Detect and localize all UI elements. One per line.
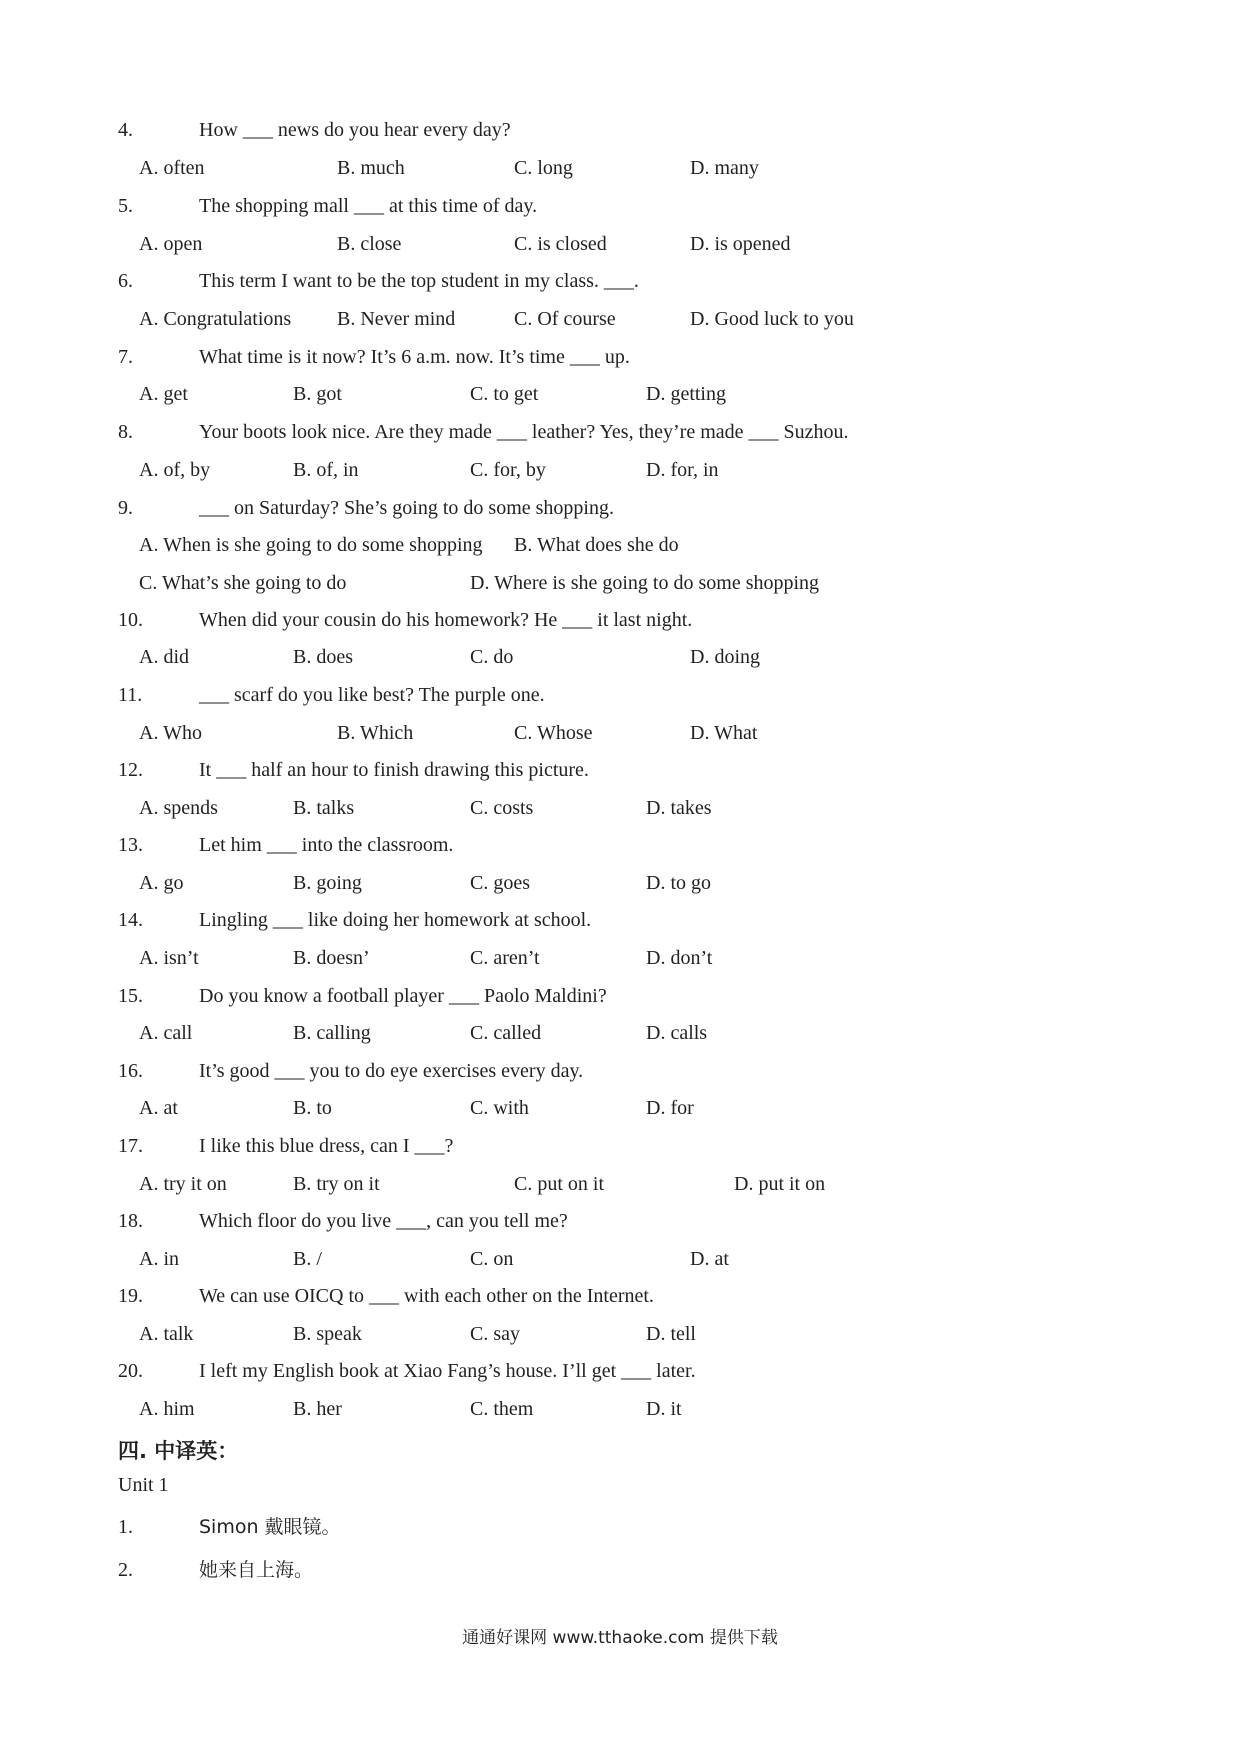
question-text: It’s good ___ you to do eye exercises every day. (199, 1060, 584, 1082)
question-18 (0, 1206, 1240, 1236)
options-19 (0, 1319, 1240, 1349)
option-a: A. When is she going to do some shopping (139, 534, 483, 556)
question-text: I like this blue dress, can I ___? (199, 1135, 454, 1157)
question-text: Let him ___ into the classroom. (199, 834, 454, 856)
question-20 (0, 1356, 1240, 1386)
question-number: 11. (118, 684, 143, 706)
options-17 (0, 1169, 1240, 1199)
option-a: A. try it on (139, 1173, 227, 1195)
options-5 (0, 229, 1240, 259)
option-c: C. called (470, 1022, 542, 1044)
option-b: B. doesn’ (293, 947, 370, 969)
option-a: A. talk (139, 1323, 194, 1345)
option-d: D. calls (646, 1022, 708, 1044)
option-b: B. talks (293, 797, 355, 819)
question-text: It ___ half an hour to finish drawing this picture. (199, 759, 589, 781)
options-18 (0, 1244, 1240, 1274)
option-d: D. is opened (690, 233, 791, 255)
question-text: Lingling ___ like doing her homework at school. (199, 909, 592, 931)
option-d: D. at (690, 1248, 729, 1270)
option-a: A. often (139, 157, 205, 179)
question-number: 8. (118, 421, 133, 443)
options-8 (0, 455, 1240, 485)
option-c: C. What’s she going to do (139, 572, 347, 594)
option-a: A. spends (139, 797, 218, 819)
question-number: 16. (118, 1060, 143, 1082)
question-number: 19. (118, 1285, 143, 1307)
question-number: 9. (118, 497, 133, 519)
option-c: C. long (514, 157, 573, 179)
option-a: A. him (139, 1398, 195, 1420)
option-b: B. / (293, 1248, 322, 1270)
question-number: 6. (118, 270, 133, 292)
question-number: 14. (118, 909, 143, 931)
question-number: 7. (118, 346, 133, 368)
option-c: C. aren’t (470, 947, 540, 969)
question-text: This term I want to be the top student in my class. ___. (199, 270, 639, 292)
question-5 (0, 191, 1240, 221)
option-b: B. to (293, 1097, 332, 1119)
option-c: C. costs (470, 797, 534, 819)
question-19 (0, 1281, 1240, 1311)
option-c: C. do (470, 646, 514, 668)
options-6 (0, 304, 1240, 334)
option-d: D. getting (646, 383, 726, 405)
footer-source: 通通好课网 www.tthaoke.com 提供下载 (462, 1628, 778, 1648)
option-a: A. did (139, 646, 189, 668)
option-a: A. at (139, 1097, 178, 1119)
option-c: C. say (470, 1323, 520, 1345)
option-b: B. her (293, 1398, 342, 1420)
option-c: C. for, by (470, 459, 546, 481)
option-b: B. try on it (293, 1173, 380, 1195)
question-14 (0, 905, 1240, 935)
question-11 (0, 680, 1240, 710)
question-number: 4. (118, 119, 133, 141)
question-7 (0, 342, 1240, 372)
question-8 (0, 417, 1240, 447)
option-b: B. speak (293, 1323, 362, 1345)
options-11 (0, 718, 1240, 748)
question-number: 5. (118, 195, 133, 217)
option-b: B. of, in (293, 459, 359, 481)
options-14 (0, 943, 1240, 973)
options-13 (0, 868, 1240, 898)
option-d: D. many (690, 157, 759, 179)
option-d: D. Good luck to you (690, 308, 854, 330)
question-number: 17. (118, 1135, 143, 1157)
option-d: D. to go (646, 872, 711, 894)
question-text: ___ scarf do you like best? The purple one. (199, 684, 545, 706)
question-13 (0, 830, 1240, 860)
option-c: C. them (470, 1398, 534, 1420)
question-text: We can use OICQ to ___ with each other on the Internet. (199, 1285, 654, 1307)
option-d: D. tell (646, 1323, 696, 1345)
options-20 (0, 1394, 1240, 1424)
option-c: C. Of course (514, 308, 616, 330)
options-12 (0, 793, 1240, 823)
option-b: B. much (337, 157, 405, 179)
option-c: C. on (470, 1248, 514, 1270)
options-15 (0, 1018, 1240, 1048)
option-a: A. open (139, 233, 203, 255)
option-a: A. Who (139, 722, 202, 744)
question-10 (0, 605, 1240, 635)
option-d: D. What (690, 722, 758, 744)
item-text: 她来自上海。 (199, 1559, 314, 1581)
option-d: D. don’t (646, 947, 713, 969)
question-text: The shopping mall ___ at this time of day. (199, 195, 538, 217)
option-a: A. call (139, 1022, 193, 1044)
option-c: C. goes (470, 872, 530, 894)
question-17 (0, 1131, 1240, 1161)
options-10 (0, 642, 1240, 672)
question-text: What time is it now? It’s 6 a.m. now. It’s time ___ up. (199, 346, 630, 368)
option-d: D. doing (690, 646, 760, 668)
question-text: When did your cousin do his homework? He ___ it last night. (199, 609, 693, 631)
options-9-row1 (0, 530, 1240, 560)
item-text: Simon 戴眼镜。 (199, 1516, 341, 1538)
question-number: 20. (118, 1360, 143, 1382)
option-a: A. go (139, 872, 184, 894)
question-4 (0, 115, 1240, 145)
option-b: B. Which (337, 722, 414, 744)
option-a: A. of, by (139, 459, 211, 481)
section-heading: 四. 中译英： (118, 1439, 239, 1463)
item-number: 1. (118, 1516, 133, 1538)
option-b: B. What does she do (514, 534, 679, 556)
option-a: A. Congratulations (139, 308, 292, 330)
question-12 (0, 755, 1240, 785)
item-number: 2. (118, 1559, 133, 1581)
option-c: C. is closed (514, 233, 607, 255)
question-number: 13. (118, 834, 143, 856)
question-text: Do you know a football player ___ Paolo Maldini? (199, 985, 607, 1007)
question-text: Which floor do you live ___, can you tell me? (199, 1210, 568, 1232)
option-b: B. calling (293, 1022, 371, 1044)
question-text: ___ on Saturday? She’s going to do some shopping. (199, 497, 614, 519)
options-7 (0, 379, 1240, 409)
option-b: B. does (293, 646, 353, 668)
question-text: Your boots look nice. Are they made ___ leather? Yes, they’re made ___ Suzhou. (199, 421, 849, 443)
option-a: A. isn’t (139, 947, 199, 969)
question-number: 12. (118, 759, 143, 781)
option-d: D. it (646, 1398, 682, 1420)
option-d: D. put it on (734, 1173, 826, 1195)
translation-item-2 (0, 1555, 1240, 1585)
question-text: I left my English book at Xiao Fang’s house. I’ll get ___ later. (199, 1360, 696, 1382)
question-number: 10. (118, 609, 143, 631)
option-a: A. in (139, 1248, 179, 1270)
option-d: D. takes (646, 797, 712, 819)
option-c: C. put on it (514, 1173, 605, 1195)
question-15 (0, 981, 1240, 1011)
option-b: B. going (293, 872, 362, 894)
option-b: B. got (293, 383, 342, 405)
option-d: D. for (646, 1097, 694, 1119)
unit-label: Unit 1 (118, 1474, 169, 1496)
option-d: D. Where is she going to do some shopping (470, 572, 820, 594)
option-a: A. get (139, 383, 188, 405)
option-b: B. close (337, 233, 402, 255)
question-16 (0, 1056, 1240, 1086)
option-c: C. Whose (514, 722, 593, 744)
question-text: How ___ news do you hear every day? (199, 119, 511, 141)
options-4 (0, 153, 1240, 183)
translation-item-1 (0, 1512, 1240, 1542)
question-9 (0, 493, 1240, 523)
options-16 (0, 1093, 1240, 1123)
option-b: B. Never mind (337, 308, 456, 330)
option-c: C. to get (470, 383, 539, 405)
question-number: 15. (118, 985, 143, 1007)
option-c: C. with (470, 1097, 529, 1119)
option-d: D. for, in (646, 459, 719, 481)
question-6 (0, 266, 1240, 296)
question-number: 18. (118, 1210, 143, 1232)
options-9-row2 (0, 568, 1240, 598)
